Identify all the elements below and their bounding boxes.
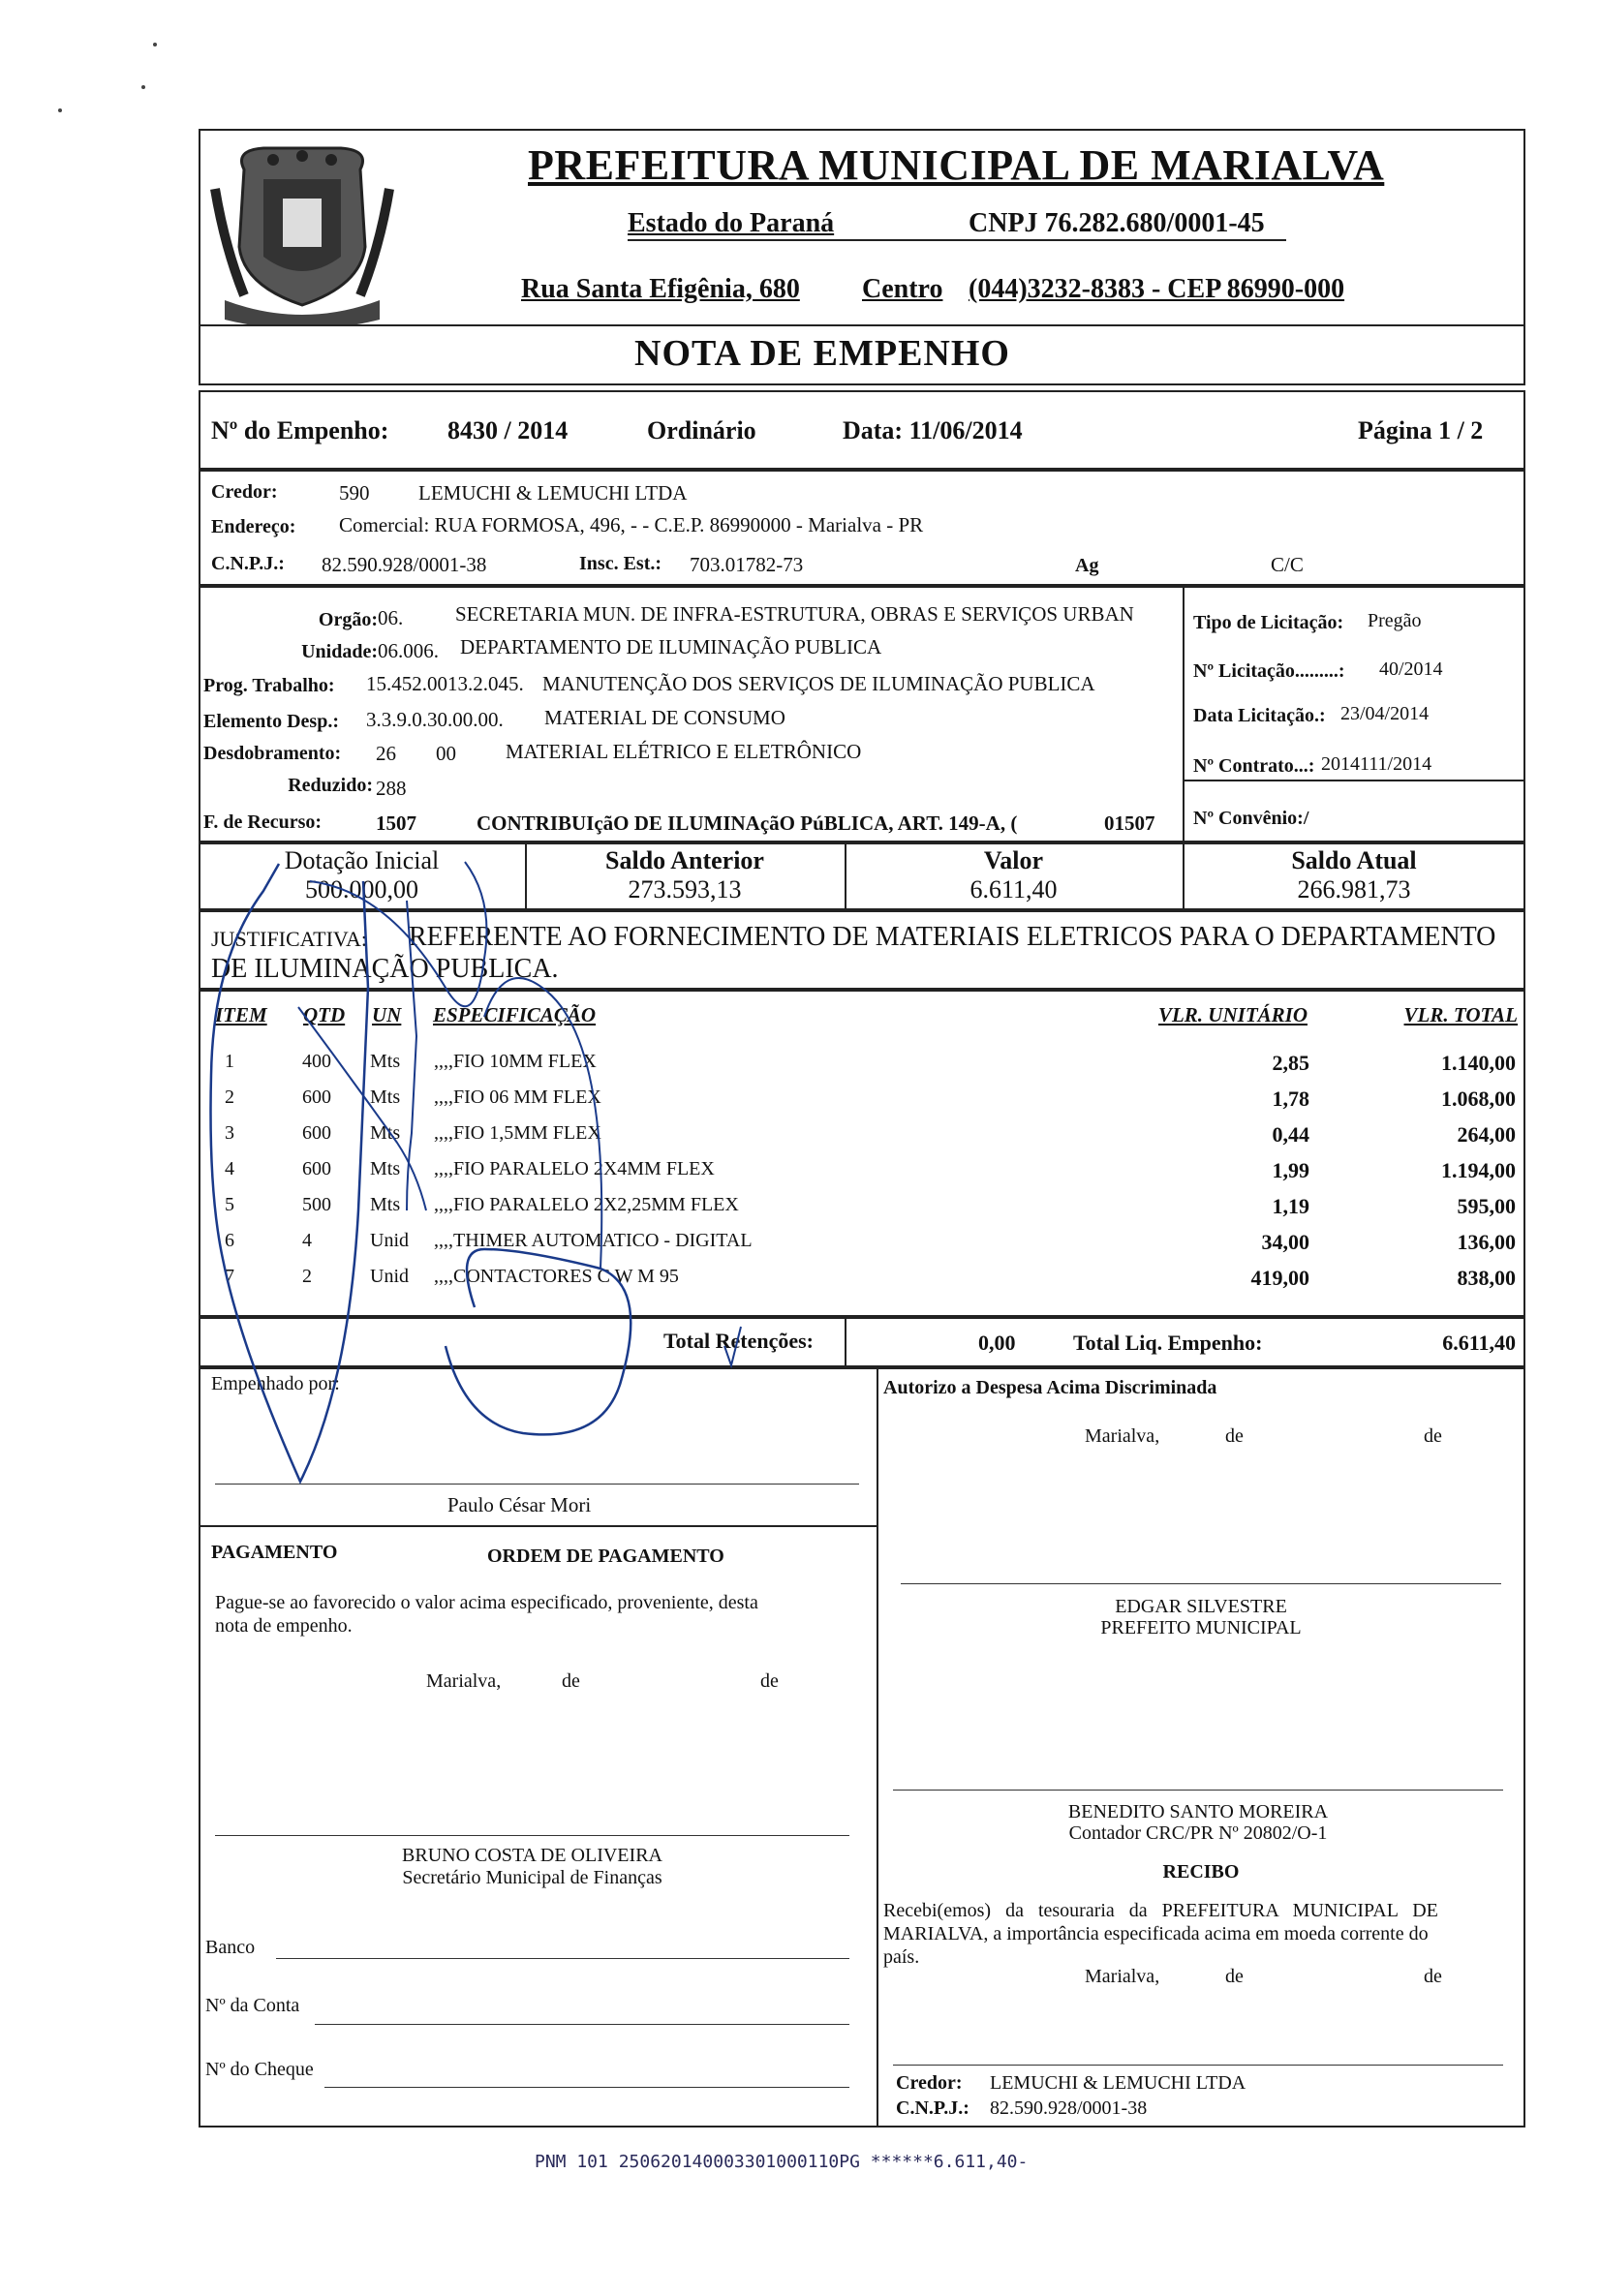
credor-name: LEMUCHI & LEMUCHI LTDA xyxy=(418,481,688,505)
empenhado-por-label: Empenhado por: xyxy=(211,1373,340,1394)
cell-item: 3 xyxy=(225,1122,234,1144)
cell-total: 264,00 xyxy=(1457,1122,1516,1147)
state-label: Estado do Paraná xyxy=(628,208,835,238)
cnpj-label: C.N.P.J.: xyxy=(211,553,285,574)
cell-qtd: 2 xyxy=(302,1266,312,1287)
district-label: Centro xyxy=(862,274,943,304)
cell-unit: 34,00 xyxy=(1261,1230,1309,1254)
ag-label: Ag xyxy=(1075,555,1099,576)
prog-desc: MANUTENÇÃO DOS SERVIÇOS DE ILUMINAÇÃO PUBLICA xyxy=(542,672,1095,695)
recibo-credor-label: Credor: xyxy=(896,2072,963,2094)
licitacao-date-label: Data Licitação.: xyxy=(1193,705,1326,726)
autorizo-city: Marialva, xyxy=(1085,1425,1160,1447)
col-item: ITEM xyxy=(215,1003,267,1026)
cell-espec: ,,,,FIO 10MM FLEX xyxy=(434,1051,597,1072)
coat-of-arms-logo xyxy=(205,131,399,324)
licitacao-date: 23/04/2014 xyxy=(1340,703,1430,724)
orgao-label: Orgão: xyxy=(318,609,378,630)
prefeito-role: PREFEITO MUNICIPAL xyxy=(1100,1617,1302,1638)
prefeito-name: EDGAR SILVESTRE xyxy=(1115,1596,1287,1617)
autorizo-label: Autorizo a Despesa Acima Discriminada xyxy=(883,1377,1217,1398)
insc-value: 703.01782-73 xyxy=(690,553,804,576)
endereco-label: Endereço: xyxy=(211,516,296,537)
desdobramento-label: Desdobramento: xyxy=(203,743,342,764)
pague-text-1: Pague-se ao favorecido o valor acima especificado, proveniente, desta xyxy=(215,1592,758,1613)
page-number: Página 1 / 2 xyxy=(1358,416,1484,444)
reduzido-value: 288 xyxy=(376,777,407,800)
reduzido-label: Reduzido: xyxy=(288,775,373,796)
empenho-number: 8430 / 2014 xyxy=(447,416,569,444)
valor-value: 6.611,40 xyxy=(969,875,1058,903)
cell-unit: 1,78 xyxy=(1272,1087,1309,1111)
saldo-anterior-value: 273.593,13 xyxy=(628,875,742,903)
cell-item: 7 xyxy=(225,1266,234,1287)
orgao-code: 06. xyxy=(378,606,404,629)
total-liquido-label: Total Liq. Empenho: xyxy=(1073,1331,1263,1355)
orgao-desc: SECRETARIA MUN. DE INFRA-ESTRUTURA, OBRAS E SERVIÇOS URBAN xyxy=(455,602,1134,626)
cell-qtd: 4 xyxy=(302,1230,312,1251)
recibo-credor-name: LEMUCHI & LEMUCHI LTDA xyxy=(990,2072,1246,2094)
cell-espec: ,,,,CONTACTORES C W M 95 xyxy=(434,1266,679,1287)
desdobramento-desc: MATERIAL ELÉTRICO E ELETRÔNICO xyxy=(506,740,862,763)
banco-label: Banco xyxy=(205,1937,256,1958)
tipo-licitacao-value: Pregão xyxy=(1368,610,1422,631)
cell-qtd: 600 xyxy=(302,1087,331,1108)
cell-total: 136,00 xyxy=(1457,1230,1516,1254)
prog-code: 15.452.0013.2.045. xyxy=(366,672,524,695)
cheque-label: Nº do Cheque xyxy=(205,2059,314,2080)
pagamento-de-1: de xyxy=(562,1670,580,1692)
empenhado-por-name: Paulo César Mori xyxy=(447,1493,592,1516)
prog-label: Prog. Trabalho: xyxy=(203,675,335,696)
conta-label: Nº da Conta xyxy=(205,1995,300,2016)
empenho-number-label: Nº do Empenho: xyxy=(211,416,389,444)
credor-label: Credor: xyxy=(211,481,278,503)
cell-item: 1 xyxy=(225,1051,234,1072)
desdobramento-a: 26 xyxy=(376,742,396,765)
saldo-anterior-label: Saldo Anterior xyxy=(605,846,764,874)
phone-cep-label: (044)3232-8383 - CEP 86990-000 xyxy=(969,274,1345,304)
secretario-name: BRUNO COSTA DE OLIVEIRA xyxy=(402,1845,662,1866)
cell-qtd: 600 xyxy=(302,1158,331,1179)
cell-un: Unid xyxy=(370,1230,409,1251)
elemento-label: Elemento Desp.: xyxy=(203,711,339,732)
pagamento-de-2: de xyxy=(760,1670,779,1692)
pagamento-label: PAGAMENTO xyxy=(211,1542,338,1563)
empenho-date: Data: 11/06/2014 xyxy=(843,416,1023,444)
address-label: Rua Santa Efigênia, 680 xyxy=(521,274,800,304)
unidade-label: Unidade: xyxy=(301,641,378,662)
cell-unit: 0,44 xyxy=(1272,1122,1309,1147)
recurso-desc: CONTRIBUIçãO DE ILUMINAçãO PúBLICA, ART. 149-A, ( xyxy=(477,811,1018,835)
recibo-de-1: de xyxy=(1225,1966,1244,1987)
justificativa-text-1: REFERENTE AO FORNECIMENTO DE MATERIAIS ELETRICOS PARA O DEPARTAMENTO xyxy=(409,922,1496,952)
valor-label: Valor xyxy=(983,846,1044,874)
desdobramento-b: 00 xyxy=(436,742,456,765)
cell-espec: ,,,,FIO PARALELO 2X2,25MM FLEX xyxy=(434,1194,739,1215)
autorizo-de-1: de xyxy=(1225,1425,1244,1447)
recibo-cnpj-value: 82.590.928/0001-38 xyxy=(990,2097,1148,2119)
retencoes-label: Total Retenções: xyxy=(663,1329,814,1353)
cell-espec: ,,,,THIMER AUTOMATICO - DIGITAL xyxy=(434,1230,753,1251)
licitacao-number: 40/2014 xyxy=(1379,658,1443,680)
cell-total: 1.140,00 xyxy=(1441,1051,1516,1075)
credor-code: 590 xyxy=(339,481,370,505)
col-vlr-unitario: VLR. UNITÁRIO xyxy=(1157,1003,1308,1026)
cell-unit: 2,85 xyxy=(1272,1051,1309,1075)
recibo-city: Marialva, xyxy=(1085,1966,1160,1987)
contrato-label: Nº Contrato...: xyxy=(1193,755,1315,777)
recibo-text-3: país. xyxy=(883,1946,920,1968)
justificativa-label: JUSTIFICATIVA: xyxy=(211,927,367,951)
cell-un: Mts xyxy=(370,1087,401,1108)
unidade-desc: DEPARTAMENTO DE ILUMINAÇÃO PUBLICA xyxy=(460,635,882,658)
cell-un: Unid xyxy=(370,1266,409,1287)
endereco-value: Comercial: RUA FORMOSA, 496, - - C.E.P. 86990000 - Marialva - PR xyxy=(339,513,924,536)
recibo-cnpj-label: C.N.P.J.: xyxy=(896,2097,969,2119)
recurso-label: F. de Recurso: xyxy=(203,811,323,833)
cell-un: Mts xyxy=(370,1051,401,1072)
dotacao-inicial-value: 500.000,00 xyxy=(305,875,418,903)
insc-label: Insc. Est.: xyxy=(579,553,662,574)
cell-un: Mts xyxy=(370,1194,401,1215)
recibo-de-2: de xyxy=(1424,1966,1442,1987)
saldo-atual-label: Saldo Atual xyxy=(1291,846,1417,874)
elemento-code: 3.3.9.0.30.00.00. xyxy=(366,708,504,731)
saldo-atual-value: 266.981,73 xyxy=(1297,875,1411,903)
cell-total: 838,00 xyxy=(1457,1266,1516,1290)
col-especificacao: ESPECIFICAÇÃO xyxy=(433,1003,597,1026)
page-title: PREFEITURA MUNICIPAL DE MARIALVA xyxy=(528,141,1385,189)
cell-total: 1.068,00 xyxy=(1441,1087,1516,1111)
cell-unit: 1,19 xyxy=(1272,1194,1309,1218)
recibo-label: RECIBO xyxy=(1162,1861,1240,1883)
cell-item: 4 xyxy=(225,1158,234,1179)
cell-total: 595,00 xyxy=(1457,1194,1516,1218)
footer-code: PNM 101 250620140003301000110PG ******6.611,40- xyxy=(535,2152,1029,2172)
dotacao-inicial-label: Dotação Inicial xyxy=(284,846,440,874)
col-vlr-total: VLR. TOTAL xyxy=(1403,1003,1518,1026)
cell-un: Mts xyxy=(370,1158,401,1179)
licitacao-number-label: Nº Licitação.........: xyxy=(1193,660,1345,682)
secretario-role: Secretário Municipal de Finanças xyxy=(402,1867,662,1888)
cell-unit: 1,99 xyxy=(1272,1158,1309,1182)
cell-espec: ,,,,FIO 1,5MM FLEX xyxy=(434,1122,601,1144)
empenho-type: Ordinário xyxy=(647,416,756,444)
elemento-desc: MATERIAL DE CONSUMO xyxy=(544,706,785,729)
cnpj-header: CNPJ 76.282.680/0001-45 xyxy=(969,208,1265,238)
recurso-value: 1507 xyxy=(376,811,416,835)
pague-text-2: nota de empenho. xyxy=(215,1615,353,1637)
contador-role: Contador CRC/PR Nº 20802/O-1 xyxy=(1068,1822,1328,1844)
col-un: UN xyxy=(372,1003,402,1026)
cell-item: 6 xyxy=(225,1230,234,1251)
cell-espec: ,,,,FIO PARALELO 2X4MM FLEX xyxy=(434,1158,715,1179)
cell-unit: 419,00 xyxy=(1250,1266,1309,1290)
cell-espec: ,,,,FIO 06 MM FLEX xyxy=(434,1087,601,1108)
justificativa-text-2: DE ILUMINAÇÃO PUBLICA. xyxy=(211,954,559,984)
cell-un: Mts xyxy=(370,1122,401,1144)
cnpj-value: 82.590.928/0001-38 xyxy=(322,553,487,576)
cell-qtd: 600 xyxy=(302,1122,331,1144)
col-qtd: QTD xyxy=(303,1003,346,1026)
cc-label: C/C xyxy=(1271,553,1304,576)
cell-item: 2 xyxy=(225,1087,234,1108)
recibo-text-2: MARIALVA, a importância especificada acima em moeda corrente do xyxy=(883,1923,1429,1944)
document-title: NOTA DE EMPENHO xyxy=(634,333,1010,374)
convenio-label: Nº Convênio:/ xyxy=(1193,808,1309,829)
ordem-pagamento-label: ORDEM DE PAGAMENTO xyxy=(487,1546,724,1567)
cell-total: 1.194,00 xyxy=(1441,1158,1516,1182)
tipo-licitacao-label: Tipo de Licitação: xyxy=(1193,612,1344,633)
cell-qtd: 400 xyxy=(302,1051,331,1072)
total-liquido-value: 6.611,40 xyxy=(1442,1331,1516,1355)
autorizo-de-2: de xyxy=(1424,1425,1442,1447)
recibo-text-1: Recebi(emos) da tesouraria da PREFEITURA MUNICIPAL DE xyxy=(883,1900,1438,1921)
handwritten-signature xyxy=(194,842,852,1501)
recurso-code: 01507 xyxy=(1104,811,1155,835)
retencoes-value: 0,00 xyxy=(978,1331,1016,1355)
contador-name: BENEDITO SANTO MOREIRA xyxy=(1067,1801,1329,1822)
unidade-code: 06.006. xyxy=(378,639,439,662)
cell-item: 5 xyxy=(225,1194,234,1215)
contrato-value: 2014111/2014 xyxy=(1321,753,1432,775)
pagamento-city: Marialva, xyxy=(426,1670,502,1692)
cell-qtd: 500 xyxy=(302,1194,331,1215)
